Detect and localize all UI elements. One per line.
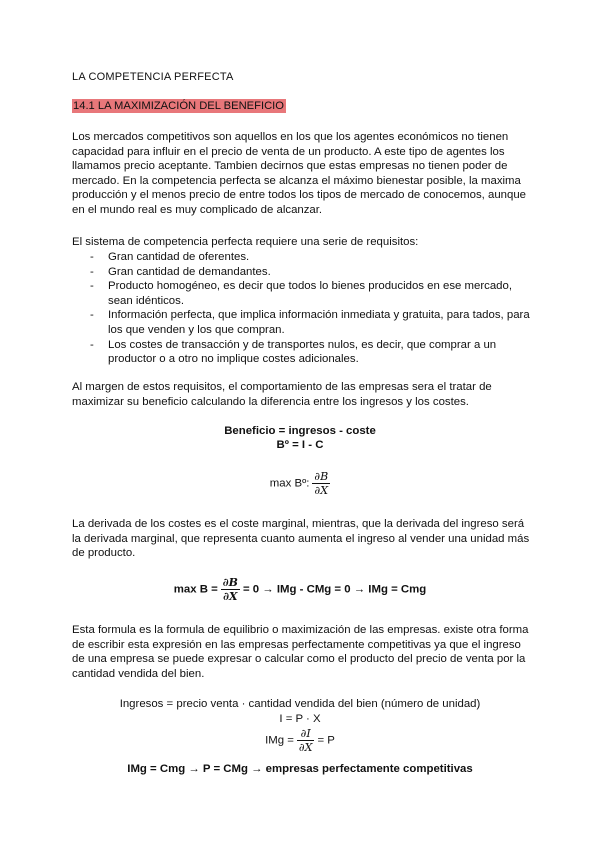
fraction-denominator: ∂X [314, 484, 329, 497]
list-item: - Gran cantidad de oferentes. [72, 250, 532, 265]
paragraph-marginal: La derivada de los costes es el coste marginal, mientras, que la derivada del ingreso será la derivada marginal, que representa cuanto aumenta el ingreso al vender una unidad más de producto. [72, 518, 530, 560]
fraction-numerator: ∂I [297, 727, 315, 741]
equation-ingresos: Ingresos = precio venta · cantidad vendida del bien (número de unidad) [119, 698, 481, 710]
fraction-dB-dX [312, 470, 330, 497]
list-item: - Gran cantidad de demandantes. [72, 265, 532, 280]
fraction-dB-dX [221, 576, 240, 603]
fraction-numerator: ∂B [222, 576, 238, 589]
fraction-denominator: ∂X [298, 741, 313, 754]
requirements-list [72, 250, 532, 367]
equation-benefit: Beneficio = ingresos - coste [224, 425, 376, 437]
equation-b-i-c: Bº = I - C [276, 439, 324, 451]
fraction-numerator: ∂B [314, 470, 329, 483]
list-item: - Los costes de transacción y de transportes nulos, es decir, que comprar a un productor o a otro no implique costes adicionales. [72, 338, 532, 367]
equation-equilibrium [72, 576, 528, 603]
section-heading-highlighted: 14.1 LA MAXIMIZACIÓN DEL BENEFICIO [73, 100, 284, 112]
list-item: - Información perfecta, que implica información inmediata y gratuita, para tados, para los que venden y los que compran. [72, 308, 532, 337]
list-item: - Producto homogéneo, es decir que todos lo bienes producidos en ese mercado, sean idénticos. [72, 279, 532, 308]
paragraph-maximize: Al margen de estos requisitos, el comportamiento de las empresas sera el tratar de maximizar su beneficio calculando la diferencia entre los ingresos y los costes. [72, 381, 492, 408]
fraction-dI-dX [297, 727, 315, 754]
img-prefix: IMg = [265, 734, 294, 747]
paragraph-requirements-intro: El sistema de competencia perfecta requiere una serie de requisitos: [72, 236, 419, 248]
equation-suffix: = 0 → IMg - CMg = 0 → IMg = Cmg [242, 583, 427, 596]
equation-max-b [72, 470, 528, 497]
equation-prefix: max B = [173, 583, 218, 596]
img-suffix: = P [317, 734, 335, 747]
paragraph-equilibrium-formula: Esta formula es la formula de equilibrio o maximización de las empresas. existe otra forma de escribir esta expresión en las empresas perfectamente competitivas ya que el ingreso de una empresa se puede expresar o calcular como el producto del precio de venta por la cantidad vendida del bien. [72, 624, 529, 680]
document-title: LA COMPETENCIA PERFECTA [72, 71, 234, 83]
fraction-denominator: ∂X [223, 590, 238, 603]
paragraph-intro: Los mercados competitivos son aquellos en los que los agentes económicos no tienen capacidad para influir en el precio de venta de un producto. A este tipo de agentes los llamamos precio aceptante. Tambien decirnos que estas empresas no tienen poder de mercado. En la competencia perfecta se alcanza el máximo bienestar posible, la maxima producción y el menos precio de entre todos los tipos de mercado de conocemos, aunque en el mundo real es muy complicado de alcanzar. [72, 131, 527, 216]
equation-img [72, 727, 528, 754]
equation-final: IMg = Cmg → P = CMg → empresas perfectamente competitivas [127, 763, 473, 775]
max-b-label: max Bº: [269, 477, 310, 490]
equation-i-p-x: I = P · X [279, 713, 321, 725]
